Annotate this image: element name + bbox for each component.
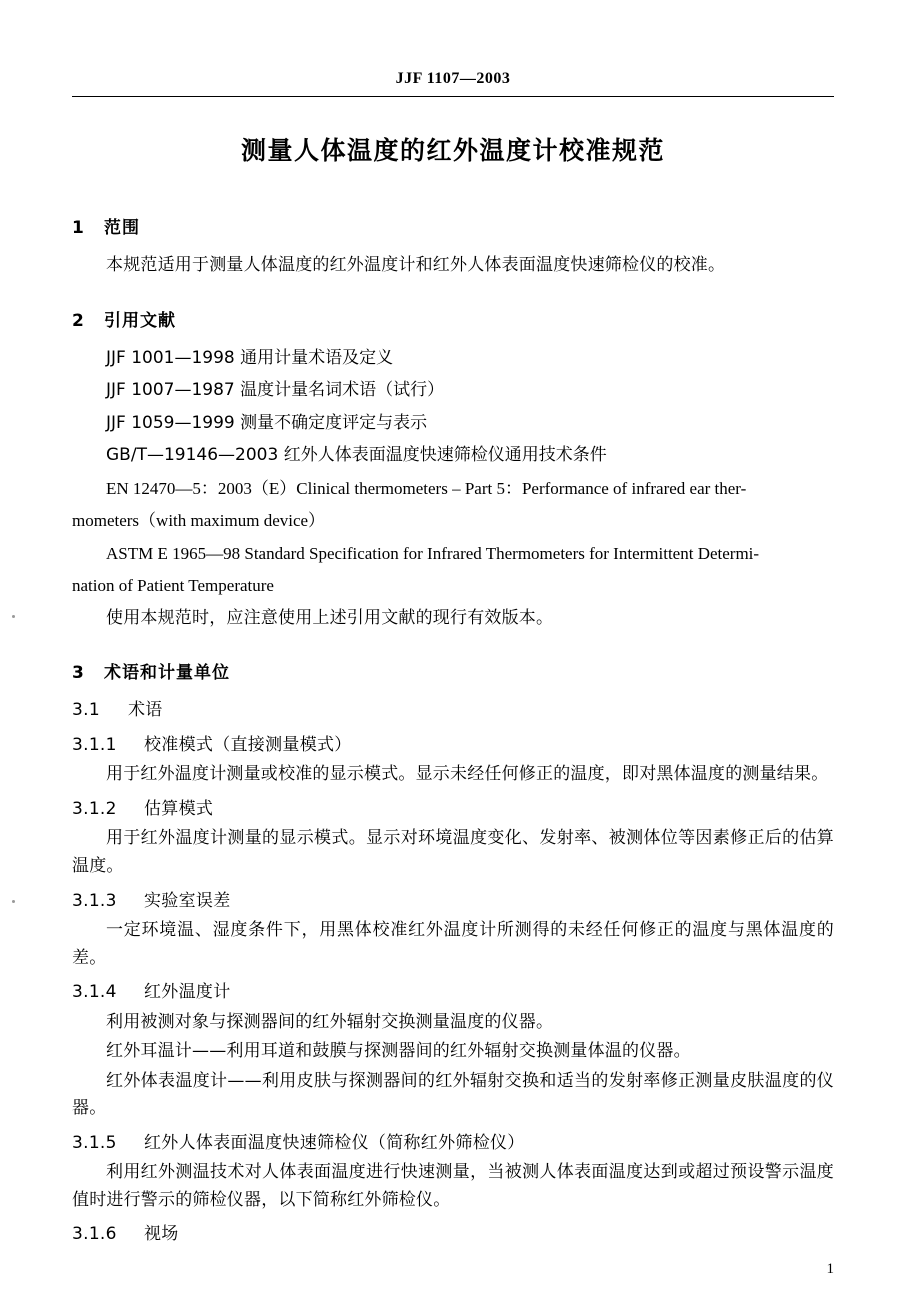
reference-item: JJF 1007—1987 温度计量名词术语（试行） (106, 380, 445, 401)
section-title-3: 术语和计量单位 (104, 663, 230, 684)
section-number-2: 2 (72, 310, 85, 331)
subsection-heading-3-1 (72, 697, 834, 725)
subsection-title: 校准模式（直接测量模式） (144, 734, 352, 755)
subsection-body: 红外体表温度计——利用皮肤与探测器间的红外辐射交换和适当的发射率修正测量皮肤温度的仪器。 (72, 1070, 834, 1119)
header-rule (72, 96, 834, 97)
subsection-body: 用于红外温度计测量或校准的显示模式。显示未经任何修正的温度，即对黑体温度的测量结果。 (106, 764, 829, 785)
subsection-body: 利用红外测温技术对人体表面温度进行快速测量，当被测人体表面温度达到或超过预设警示温度值时进行警示的筛检仪器，以下简称红外筛检仪。 (72, 1162, 834, 1210)
subsection-title: 估算模式 (144, 798, 214, 819)
document-title: 测量人体温度的红外温度计校准规范 (240, 136, 665, 165)
subsection-label: 3.1.4 (72, 982, 117, 1003)
section-heading-3 (72, 658, 834, 683)
subsection-title: 红外温度计 (144, 982, 231, 1003)
section-heading-1 (72, 213, 834, 238)
scan-artifact-dot (12, 900, 15, 903)
subsection-label: 3.1.6 (72, 1224, 117, 1245)
reference-item: JJF 1059—1999 测量不确定度评定与表示 (106, 412, 428, 433)
page-content (72, 70, 834, 1251)
reference-item-en-continued: nation of Patient Temperature (72, 576, 274, 596)
subsection-label: 3.1.3 (72, 890, 117, 911)
subsection-title: 实验室误差 (144, 890, 231, 911)
subsection-body: 红外耳温计——利用耳道和鼓膜与探测器间的红外辐射交换测量体温的仪器。 (106, 1041, 691, 1062)
subsection-title: 术语 (128, 700, 163, 721)
subsection-label: 3.1.2 (72, 798, 117, 819)
subsection-label: 3.1.1 (72, 734, 117, 755)
subsection-label: 3.1.5 (72, 1132, 117, 1153)
reference-item-en: ASTM E 1965—98 Standard Specification for Infrared Thermometers for Intermittent Determi- (106, 543, 760, 563)
subsection-body: 用于红外温度计测量的显示模式。显示对环境温度变化、发射率、被测体位等因素修正后的估算温度。 (72, 828, 834, 876)
section-heading-2 (72, 306, 834, 331)
subsection-title: 红外人体表面温度快速筛检仪（简称红外筛检仪） (144, 1132, 525, 1153)
subsection-heading-3-1-3 (72, 888, 834, 916)
subsection-heading-3-1-6 (72, 1221, 834, 1249)
subsection-heading-3-1-1 (72, 732, 834, 760)
section-title-1: 范围 (104, 218, 140, 238)
page-header-standard-number: JJF 1107—2003 (395, 70, 511, 87)
subsection-heading-3-1-2 (72, 796, 834, 824)
page-number: 1 (826, 1261, 834, 1277)
reference-item-en-continued: mometers（with maximum device） (72, 511, 326, 531)
reference-item-en: EN 12470—5：2003（E）Clinical thermometers – Part 5：Performance of infrared ear ther- (106, 478, 747, 498)
scan-artifact-dot (12, 615, 15, 618)
subsection-heading-3-1-4 (72, 979, 834, 1007)
subsection-title: 视场 (144, 1224, 179, 1245)
section-2-closing-paragraph: 使用本规范时，应注意使用上述引用文献的现行有效版本。 (106, 607, 554, 628)
section-title-2: 引用文献 (104, 310, 176, 331)
reference-item: GB/T—19146—2003 红外人体表面温度快速筛检仪通用技术条件 (106, 445, 607, 466)
section-number-3: 3 (72, 663, 85, 684)
section-1-paragraph: 本规范适用于测量人体温度的红外温度计和红外人体表面温度快速筛检仪的校准。 (106, 255, 726, 275)
subsection-body: 利用被测对象与探测器间的红外辐射交换测量温度的仪器。 (106, 1011, 554, 1032)
subsection-heading-3-1-5 (72, 1130, 834, 1158)
reference-item: JJF 1001—1998 通用计量术语及定义 (106, 347, 394, 368)
section-number-1: 1 (72, 218, 85, 238)
subsection-body: 一定环境温、湿度条件下，用黑体校准红外温度计所测得的未经任何修正的温度与黑体温度的差。 (72, 920, 834, 968)
subsection-label: 3.1 (72, 700, 100, 721)
